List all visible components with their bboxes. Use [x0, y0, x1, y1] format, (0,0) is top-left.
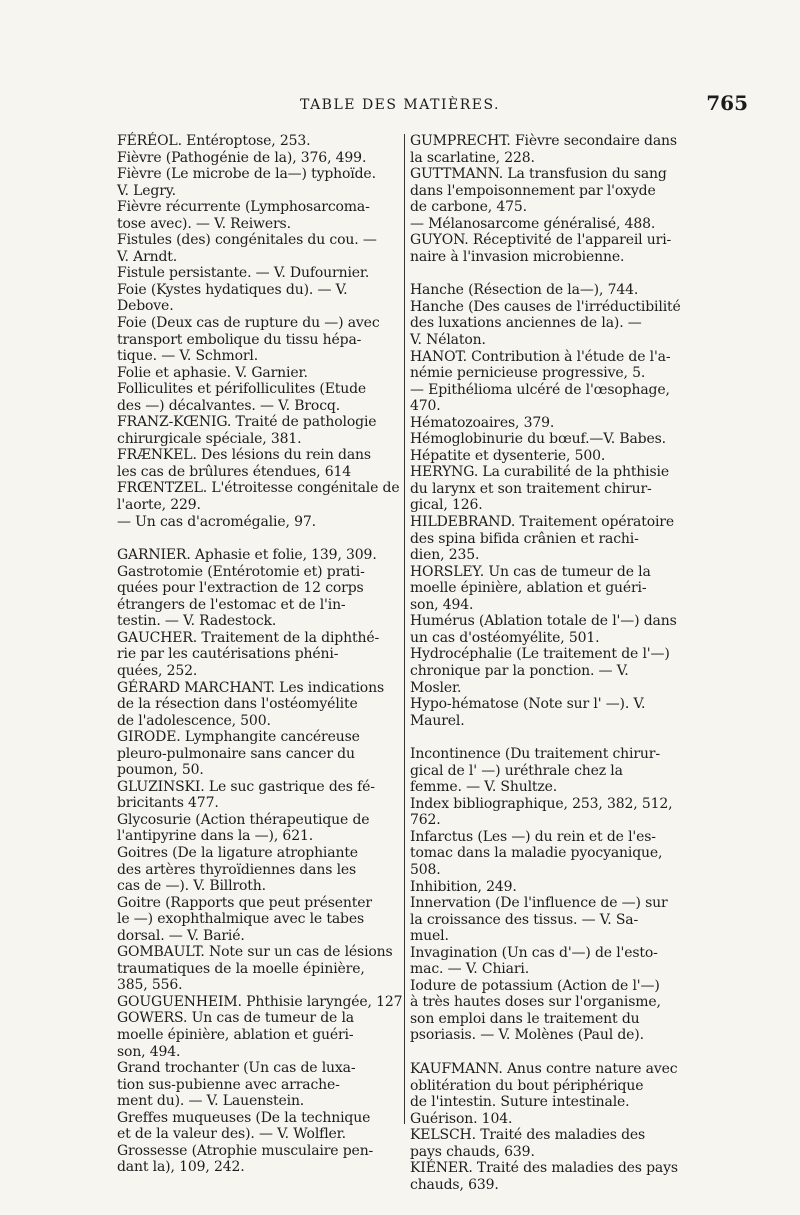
entry-line: cas de —). V. Billroth. [117, 878, 266, 895]
entry-line: de l'adolescence, 500. [117, 712, 271, 729]
entry-line: Fièvre (Le microbe de la—) typhoïde. [117, 166, 376, 183]
index-entry [117, 414, 400, 447]
entry-line: son, 494. [410, 596, 474, 613]
entry-line: GUMPRECHT. Fièvre secondaire dans [410, 133, 677, 149]
entry-line: V. Arndt. [117, 248, 178, 265]
entry-line: pays chauds, 639. [410, 1143, 535, 1160]
index-entry [410, 1127, 698, 1160]
entry-line: gical de l' —) uréthrale chez la [410, 762, 623, 779]
index-entry [117, 232, 400, 265]
entry-line: de carbone, 475. [410, 199, 527, 216]
entry-line: l'antipyrine dans la —), 621. [117, 828, 314, 845]
index-entry [117, 282, 400, 315]
entry-line: 470. [410, 398, 441, 415]
entry-line: GOUGUENHEIM. Phthisie laryngée, 127 [117, 993, 403, 1010]
index-entry [410, 978, 698, 1044]
entry-line: V. Legry. [117, 182, 176, 199]
entry-line: Fièvre (Pathogénie de la), 376, 499. [117, 149, 367, 166]
entry-line: — Epithélioma ulcéré de l'œsophage, [410, 381, 670, 398]
entry-line: ment du). — V. Lauenstein. [117, 1093, 305, 1110]
entry-line: oblitération du bout périphérique [410, 1077, 644, 1094]
entry-line: Glycosurie (Action thérapeutique de [117, 811, 370, 828]
entry-line: bricitants 477. [117, 795, 219, 812]
index-entry [410, 431, 698, 448]
entry-line: femme. — V. Shultze. [410, 779, 558, 796]
entry-line: Hydrocéphalie (Le traitement de l'—) [410, 646, 670, 663]
entry-line: GOWERS. Un cas de tumeur de la [117, 1010, 354, 1027]
entry-line: l'aorte, 229. [117, 497, 201, 514]
entry-line: Fièvre récurrente (Lymphosarcoma- [117, 199, 370, 216]
index-entry [410, 829, 698, 879]
index-entry [410, 282, 698, 299]
index-entry [410, 646, 698, 696]
index-entry [410, 696, 698, 729]
entry-line: dorsal. — V. Barié. [117, 927, 245, 944]
index-entry [410, 166, 698, 216]
index-entry [117, 265, 400, 282]
entry-line: transport embolique du tissu hépa- [117, 331, 362, 348]
entry-line: — Un cas d'acromégalie, 97. [117, 513, 316, 530]
index-entry [117, 630, 400, 680]
index-entry [117, 1010, 400, 1060]
entry-line: tose avec). — V. Reiwers. [117, 215, 291, 232]
section-gap [410, 729, 698, 746]
index-entry [410, 879, 698, 896]
index-entry [117, 447, 400, 480]
entry-line: chronique par la ponction. — V. [410, 662, 629, 679]
entry-line: pleuro-pulmonaire sans cancer du [117, 745, 355, 762]
entry-line: du larynx et son traitement chirur- [410, 480, 652, 497]
index-entry [117, 133, 400, 150]
index-entry [410, 895, 698, 945]
entry-line: GLUZINSKI. Le suc gastrique des fé- [117, 778, 375, 795]
entry-line: Hématozoaires, 379. [410, 414, 555, 431]
entry-line: FRŒNTZEL. L'étroitesse congénitale de [117, 480, 400, 497]
index-entry [117, 514, 400, 531]
entry-line: le —) exophthalmique avec le tabes [117, 911, 364, 928]
entry-line: moelle épinière, ablation et guéri- [117, 1026, 354, 1043]
entry-line: FRANZ-KŒNIG. Traité de pathologie [117, 414, 377, 431]
index-entry [117, 564, 400, 630]
index-entry [117, 845, 400, 895]
index-entry [410, 746, 698, 796]
index-entry [117, 729, 400, 779]
index-entry [117, 1110, 400, 1143]
entry-line: muel. [410, 928, 449, 945]
entry-line: V. Nélaton. [410, 332, 486, 349]
entry-line: les cas de brûlures étendues, 614 [117, 463, 352, 480]
index-entry [410, 448, 698, 465]
entry-line: Maurel. [410, 712, 465, 729]
entry-line: GIRODE. Lymphangite cancéreuse [117, 729, 360, 746]
entry-line: poumon, 50. [117, 762, 204, 779]
index-entry [117, 1143, 400, 1176]
entry-line: Folie et aphasie. V. Garnier. [117, 364, 308, 381]
entry-line: naire à l'invasion microbienne. [410, 248, 625, 265]
section-gap [410, 1044, 698, 1061]
entry-line: Gastrotomie (Entérotomie et) prati- [117, 563, 365, 580]
index-entry [117, 365, 400, 382]
entry-line: 508. [410, 861, 441, 878]
entry-line: FÉRÉOL. Entéroptose, 253. [117, 133, 311, 149]
index-entry [410, 945, 698, 978]
entry-line: KAUFMANN. Anus contre nature avec [410, 1060, 678, 1077]
entry-line: des spina bifida crânien et rachi- [410, 530, 639, 547]
index-entry [410, 464, 698, 514]
index-entry [410, 564, 698, 614]
entry-line: des —) décalvantes. — V. Brocq. [117, 397, 341, 414]
entry-line: dien, 235. [410, 547, 480, 564]
entry-line: tomac dans la maladie pyocyanique, [410, 845, 663, 862]
entry-line: Goitres (De la ligature atrophiante [117, 844, 358, 861]
index-entry [117, 779, 400, 812]
entry-line: la croissance des tissus. — V. Sa- [410, 911, 639, 928]
entry-line: Foie (Deux cas de rupture du —) avec [117, 315, 380, 332]
entry-line: Goitre (Rapports que peut présenter [117, 894, 372, 911]
index-entry [117, 1060, 400, 1110]
entry-line: Hémoglobinurie du bœuf.—V. Babes. [410, 431, 666, 448]
entry-line: Index bibliographique, 253, 382, 512, [410, 795, 673, 812]
entry-line: chauds, 639. [410, 1176, 499, 1193]
entry-line: Fistules (des) congénitales du cou. — [117, 232, 377, 249]
entry-line: son emploi dans le traitement du [410, 1010, 640, 1027]
entry-line: testin. — V. Radestock. [117, 613, 277, 630]
left-column [117, 133, 403, 1176]
page-number: 765 [706, 91, 748, 115]
index-entry [410, 299, 698, 349]
entry-line: Hanche (Des causes de l'irréductibilité [410, 298, 681, 315]
entry-line: Fistule persistante. — V. Dufournier. [117, 265, 370, 282]
index-entry [117, 993, 403, 1011]
entry-line: Guérison. 104. [410, 1110, 513, 1127]
index-entry [410, 415, 698, 432]
index-entry [117, 547, 400, 564]
entry-line: psoriasis. — V. Molènes (Paul de). [410, 1027, 644, 1044]
entry-line: GÉRARD MARCHANT. Les indications [117, 679, 384, 696]
index-entry [117, 381, 400, 414]
index-entry [117, 166, 400, 199]
entry-line: Foie (Kystes hydatiques du). — V. [117, 281, 348, 298]
entry-line: son, 494. [117, 1043, 181, 1060]
entry-line: quées, 252. [117, 662, 198, 679]
index-entry [410, 232, 698, 265]
entry-line: Hypo-hématose (Note sur l' —). V. [410, 696, 646, 713]
entry-line: et de la valeur des). — V. Wolfler. [117, 1126, 346, 1143]
index-entry [117, 150, 400, 167]
entry-line: HANOT. Contribution à l'étude de l'a- [410, 348, 671, 365]
entry-line: — Mélanosarcome généralisé, 488. [410, 215, 656, 232]
entry-line: à très hautes doses sur l'organisme, [410, 994, 661, 1011]
entry-line: de la résection dans l'ostéomyélite [117, 696, 358, 713]
entry-line: mac. — V. Chiari. [410, 961, 529, 978]
entry-line: FRÆNKEL. Des lésions du rein dans [117, 447, 371, 464]
index-entry [117, 812, 400, 845]
entry-line: rie par les cautérisations phéni- [117, 646, 339, 663]
entry-line: un cas d'ostéomyélite, 501. [410, 629, 600, 646]
entry-line: traumatiques de la moelle épinière, [117, 960, 365, 977]
index-entry [410, 796, 698, 829]
right-column [410, 133, 698, 1193]
entry-line: GARNIER. Aphasie et folie, 139, 309. [117, 547, 377, 564]
entry-line: gical, 126. [410, 497, 483, 514]
entry-line: tique. — V. Schmorl. [117, 348, 259, 365]
entry-line: 762. [410, 812, 441, 829]
index-entry [410, 349, 698, 382]
index-entry [117, 199, 400, 232]
entry-line: Humérus (Ablation totale de l'—) dans [410, 613, 677, 630]
entry-line: Mosler. [410, 679, 462, 696]
index-entry [410, 1061, 698, 1127]
index-entry [117, 680, 400, 730]
entry-line: dant la), 109, 242. [117, 1159, 245, 1176]
entry-line: Debove. [117, 298, 174, 315]
section-gap [117, 530, 400, 547]
entry-line: des luxations anciennes de la). — [410, 315, 642, 332]
entry-line: la scarlatine, 228. [410, 149, 535, 166]
entry-line: HERYNG. La curabilité de la phthisie [410, 464, 669, 481]
entry-line: Iodure de potassium (Action de l'—) [410, 977, 660, 994]
entry-line: Greffes muqueuses (De la technique [117, 1109, 371, 1126]
index-entry [117, 315, 400, 365]
entry-line: némie pernicieuse progressive, 5. [410, 365, 646, 382]
index-entry [410, 613, 698, 646]
entry-line: Invagination (Un cas d'—) de l'esto- [410, 944, 658, 961]
entry-line: Hépatite et dysenterie, 500. [410, 447, 606, 464]
index-entry [410, 514, 698, 564]
entry-line: moelle épinière, ablation et guéri- [410, 580, 647, 597]
entry-line: KELSCH. Traité des maladies des [410, 1127, 646, 1144]
entry-line: Hanche (Résection de la—), 744. [410, 282, 639, 299]
index-entry [410, 1160, 698, 1193]
entry-line: chirurgicale spéciale, 381. [117, 430, 302, 447]
entry-line: Grossesse (Atrophie musculaire pen- [117, 1142, 374, 1159]
running-head: TABLE DES MATIÈRES. [300, 97, 500, 113]
entry-line: GOMBAULT. Note sur un cas de lésions [117, 944, 393, 961]
entry-line: étrangers de l'estomac et de l'in- [117, 596, 346, 613]
entry-line: dans l'empoisonnement par l'oxyde [410, 182, 656, 199]
entry-line: Incontinence (Du traitement chirur- [410, 746, 660, 763]
entry-line: tion sus-pubienne avec arrache- [117, 1076, 340, 1093]
entry-line: Grand trochanter (Un cas de luxa- [117, 1060, 356, 1077]
index-entry [117, 480, 400, 513]
section-gap [410, 265, 698, 282]
entry-line: quées pour l'extraction de 12 corps [117, 580, 364, 597]
entry-line: GAUCHER. Traitement de la diphthé- [117, 629, 380, 646]
entry-line: Folliculites et périfolliculites (Etude [117, 381, 367, 398]
entry-line: 385, 556. [117, 977, 183, 994]
index-entry [410, 133, 698, 166]
entry-line: de l'intestin. Suture intestinale. [410, 1094, 630, 1111]
index-entry [117, 895, 400, 945]
entry-line: Infarctus (Les —) du rein et de l'es- [410, 828, 656, 845]
column-rule [404, 134, 405, 1124]
index-entry [410, 216, 698, 233]
entry-line: GUYON. Réceptivité de l'appareil uri- [410, 232, 672, 249]
entry-line: GUTTMANN. La transfusion du sang [410, 166, 667, 183]
entry-line: Innervation (De l'influence de —) sur [410, 895, 668, 912]
entry-line: des artères thyroïdiennes dans les [117, 861, 357, 878]
index-entry [410, 382, 698, 415]
entry-line: HORSLEY. Un cas de tumeur de la [410, 563, 651, 580]
entry-line: HILDEBRAND. Traitement opératoire [410, 514, 674, 531]
entry-line: Inhibition, 249. [410, 878, 517, 895]
entry-line: KIÉNER. Traité des maladies des pays [410, 1160, 678, 1177]
index-entry [117, 944, 400, 994]
